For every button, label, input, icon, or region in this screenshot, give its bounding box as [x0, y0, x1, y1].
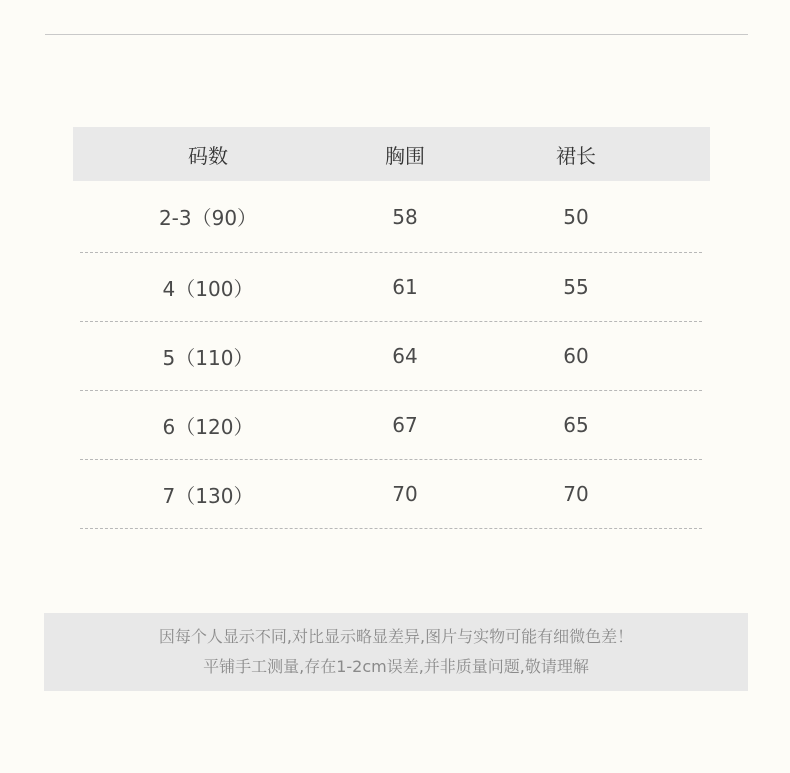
header-length: 裙长 — [556, 143, 596, 168]
header-size: 码数 — [188, 143, 228, 168]
size-chart-table — [73, 127, 710, 529]
cell-chest: 70 — [392, 482, 418, 506]
cell-size: 5（110） — [162, 345, 254, 370]
table-row — [80, 391, 702, 460]
cell-chest: 58 — [392, 204, 418, 229]
cell-length: 50 — [563, 204, 589, 229]
table-row — [80, 460, 702, 529]
cell-length: 60 — [563, 344, 589, 368]
measurement-note — [44, 613, 748, 691]
cell-chest: 61 — [392, 275, 418, 299]
top-divider — [45, 34, 748, 35]
cell-size: 7（130） — [162, 483, 254, 508]
cell-length: 70 — [563, 482, 589, 506]
note-line-measurement-error: 平铺手工测量,存在1-2cm误差,并非质量问题,敬请理解 — [203, 657, 589, 676]
header-chest: 胸围 — [385, 143, 425, 168]
cell-size: 6（120） — [162, 414, 254, 439]
table-row — [80, 181, 702, 253]
cell-size: 2-3（90） — [158, 206, 258, 230]
table-row — [80, 322, 702, 391]
table-header — [73, 127, 710, 181]
cell-chest: 64 — [392, 344, 418, 368]
table-row — [80, 253, 702, 322]
cell-length: 55 — [563, 275, 589, 299]
cell-length: 65 — [563, 413, 589, 437]
cell-size: 4（100） — [162, 276, 254, 301]
note-line-color-difference: 因每个人显示不同,对比显示略显差异,图片与实物可能有细微色差！ — [158, 627, 634, 646]
cell-chest: 67 — [392, 413, 418, 437]
